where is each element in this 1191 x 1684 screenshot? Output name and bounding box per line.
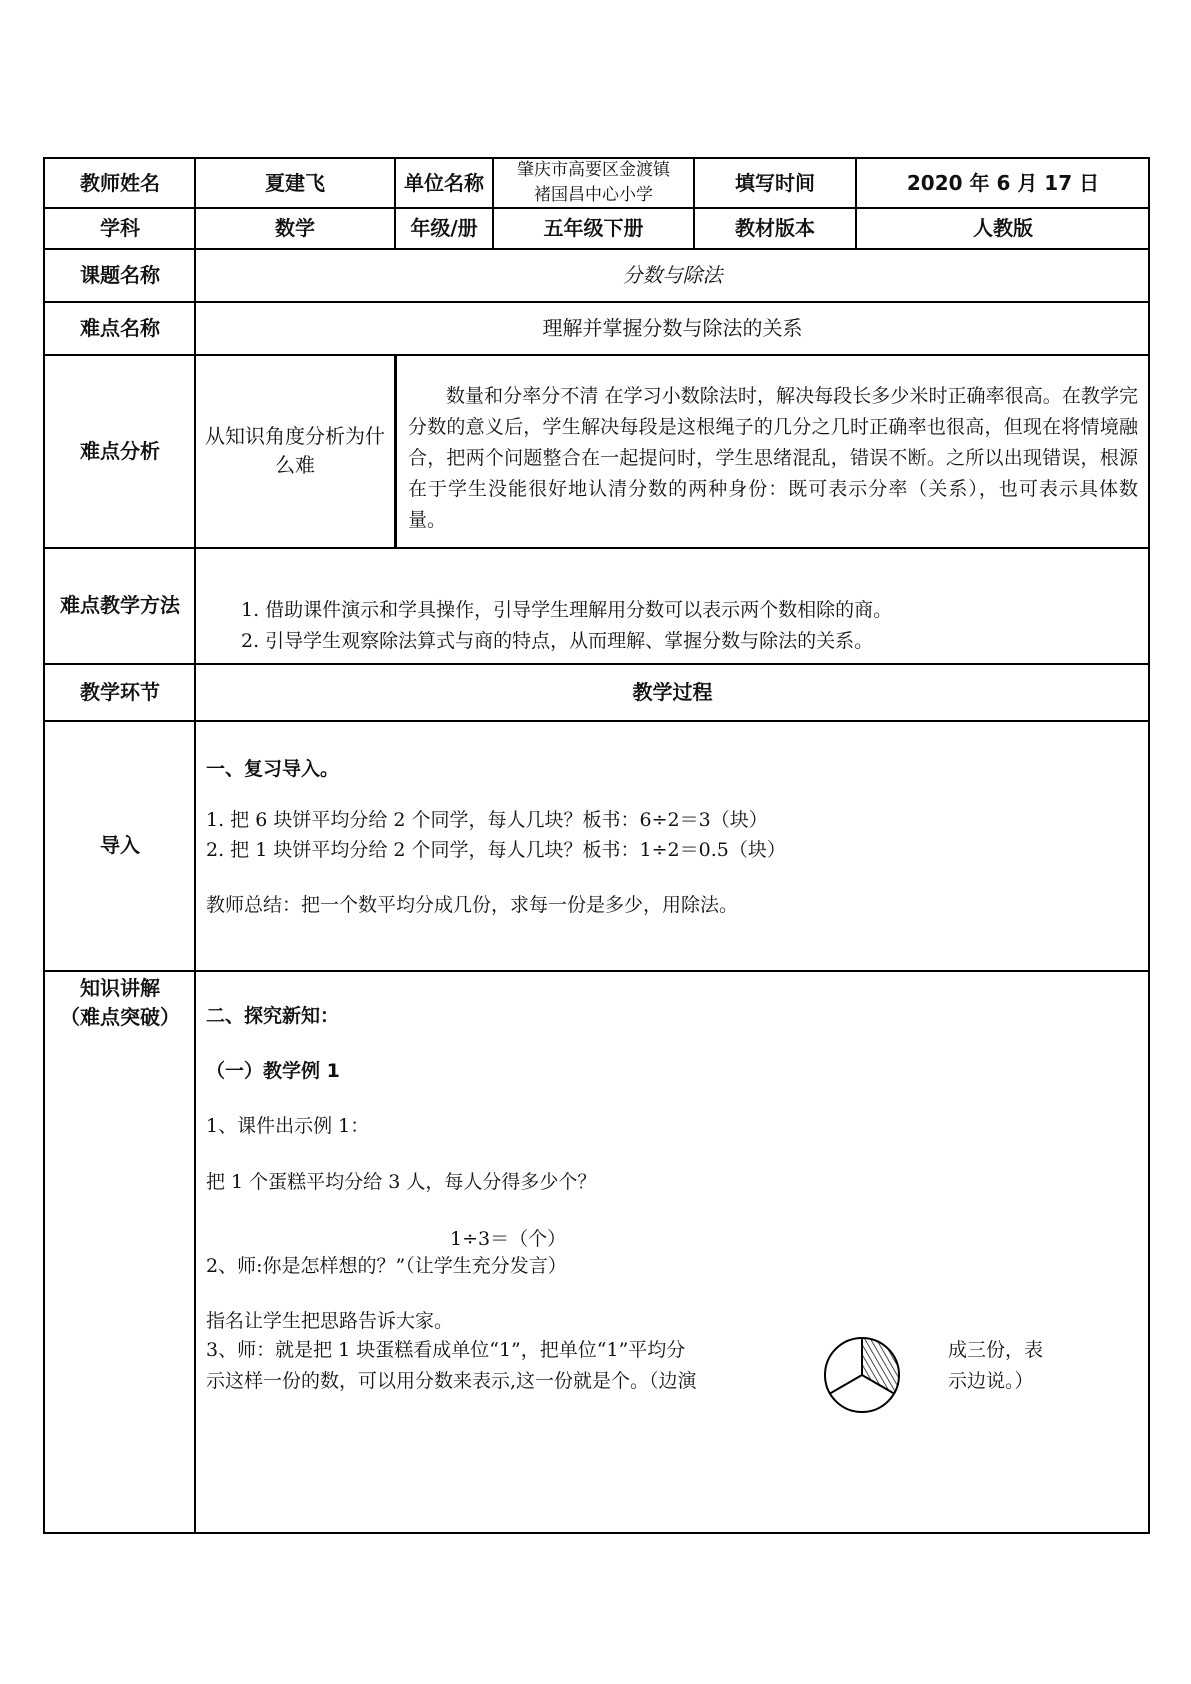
date-label: 填写时间	[735, 170, 815, 195]
teacher-name: 夏建飞	[265, 170, 325, 195]
step-3-right-1: 成三份，表	[948, 1339, 1044, 1361]
date-value: 2020 年 6 月 17 日	[906, 170, 1100, 195]
cake-thirds-diagram	[821, 1334, 903, 1416]
topic-label: 课题名称	[80, 262, 160, 287]
grade-label: 年级/册	[410, 215, 478, 240]
difficulty-label: 难点名称	[80, 315, 160, 340]
step-3-line-1: 3、师：就是把 1 块蛋糕看成单位“1”，把单位“1”平均分	[206, 1339, 686, 1361]
knowledge-label-line2: （难点突破）	[60, 1005, 180, 1029]
unit-name-line1: 肇庆市高要区金渡镇	[517, 160, 670, 181]
lesson-plan-table	[43, 157, 1150, 1534]
step-2-note: 指名让学生把思路告诉大家。	[206, 1310, 454, 1332]
knowledge-heading: 二、探究新知：	[206, 1005, 340, 1027]
row-divider	[45, 547, 1148, 549]
column-divider	[394, 354, 397, 547]
row-divider	[45, 970, 1148, 972]
step-3-right-2: 示边说。）	[948, 1370, 1034, 1392]
difficulty-value: 理解并掌握分数与除法的关系	[542, 315, 803, 340]
intro-label: 导入	[100, 833, 140, 857]
grade-value: 五年级下册	[543, 215, 644, 240]
example-equation: 1÷3＝（个）	[450, 1228, 567, 1250]
intro-line-1: 1. 把 6 块饼平均分给 2 个同学，每人几块？板书：6÷2＝3（块）	[206, 809, 768, 831]
method-item-2: 2. 引导学生观察除法算式与商的特点，从而理解、掌握分数与除法的关系。	[241, 630, 874, 652]
intro-summary: 教师总结：把一个数平均分成几份，求每一份是多少，用除法。	[206, 894, 739, 916]
edition-value: 人教版	[973, 215, 1033, 240]
topic-value: 分数与除法	[622, 262, 723, 287]
knowledge-label	[45, 973, 195, 1033]
step-3-line-2: 示这样一份的数，可以用分数来表示,这一份就是个。（边演	[206, 1370, 697, 1392]
analysis-sublabel: 从知识角度分析为什么难	[205, 424, 385, 477]
method-item-1: 1. 借助课件演示和学具操作，引导学生理解用分数可以表示两个数相除的商。	[241, 599, 893, 621]
row-divider	[45, 720, 1148, 722]
subject-label: 学科	[100, 215, 140, 240]
analysis-text: 数量和分率分不清 在学习小数除法时，解决每段长多少米时正确率很高。在教学完分数的意义后，学生解决每段是这根绳子的几分之几时正确率也很高，但现在将情境融合，把两个问题整合在一起提问时，学生思绪混乱，错误不断。之所以出现错误，根源在于学生没能很好地认清分数的两种身份：既可表示分率（关系），也可表示具体数量。	[408, 385, 1138, 531]
edition-label: 教材版本	[735, 215, 815, 240]
example-problem: 把 1 个蛋糕平均分给 3 人，每人分得多少个？	[206, 1171, 597, 1193]
knowledge-label-line1: 知识讲解	[80, 976, 160, 1000]
example-heading: （一）教学例 1	[206, 1060, 340, 1082]
subject-value: 数学	[275, 215, 315, 240]
step-1: 1、课件出示例 1：	[206, 1115, 370, 1137]
analysis-label: 难点分析	[80, 438, 160, 463]
process-section-title: 教学过程	[632, 679, 713, 704]
method-label: 难点教学方法	[60, 593, 180, 617]
step-2: 2、师:你是怎样想的？”（让学生充分发言）	[206, 1255, 567, 1277]
process-section-label: 教学环节	[80, 679, 160, 704]
intro-heading: 一、复习导入。	[206, 758, 340, 780]
unit-name	[493, 159, 694, 207]
divider-line	[830, 1375, 862, 1394]
intro-line-2: 2. 把 1 块饼平均分给 2 个同学，每人几块？板书：1÷2＝0.5（块）	[206, 839, 786, 861]
unit-name-line2: 褚国昌中心小学	[534, 185, 653, 205]
teacher-label: 教师姓名	[80, 170, 160, 195]
unit-label: 单位名称	[404, 170, 484, 195]
